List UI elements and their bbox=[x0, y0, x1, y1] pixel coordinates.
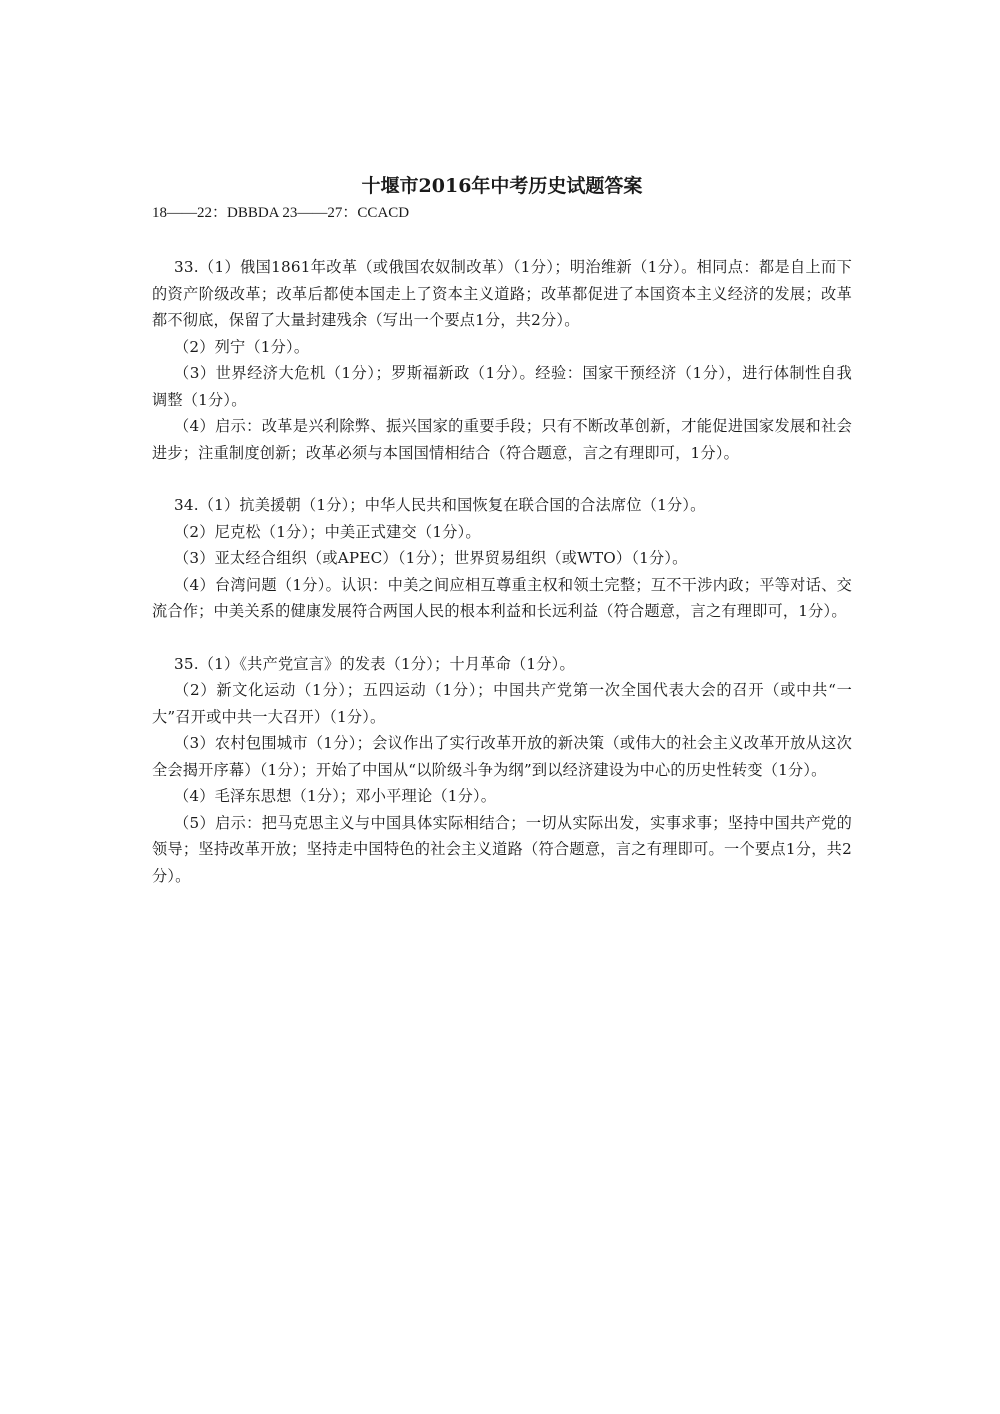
q35-part2: （2）新文化运动（1分）；五四运动（1分）；中国共产党第一次全国代表大会的召开（或中共“一大”召开或中共一大召开）（1分）。 bbox=[152, 681, 852, 726]
question-33 bbox=[152, 254, 852, 466]
q34-part2: （2）尼克松（1分）；中美正式建交（1分）。 bbox=[174, 522, 481, 541]
q33-part4: （4）启示：改革是兴利除弊、振兴国家的重要手段；只有不断改革创新，才能促进国家发展和社会进步；注重制度创新；改革必须与本国国情相结合（符合题意，言之有理即可，1分）。 bbox=[152, 417, 852, 462]
choice-answers: 18——22：DBBDA 23——27：CCACD bbox=[152, 205, 410, 221]
answer-sheet bbox=[152, 172, 852, 889]
page-title: 十堰市2016年中考历史试题答案 bbox=[361, 175, 643, 197]
q33-part1: 33.（1）俄国1861年改革（或俄国农奴制改革）（1分）；明治维新（1分）。相同点：都是自上而下的资产阶级改革；改革后都使本国走上了资本主义道路；改革都促进了本国资本主义经济的发展；改革都不彻底，保留了大量封建残余（写出一个要点1分，共2分）。 bbox=[152, 258, 852, 329]
q35-part3: （3）农村包围城市（1分）；会议作出了实行改革开放的新决策（或伟大的社会主义改革开放从这次全会揭开序幕）（1分）；开始了中国从“以阶级斗争为纲”到以经济建设为中心的历史性转变（1分）。 bbox=[152, 734, 852, 779]
question-34 bbox=[152, 492, 852, 625]
q33-part3: （3）世界经济大危机（1分）；罗斯福新政（1分）。经验：国家干预经济（1分），进行体制性自我调整（1分）。 bbox=[152, 364, 852, 409]
q34-part3: （3）亚太经合组织（或APEC）（1分）；世界贸易组织（或WTO）（1分）。 bbox=[174, 549, 688, 567]
q33-part2: （2）列宁（1分）。 bbox=[174, 337, 310, 356]
q35-part4: （4）毛泽东思想（1分）；邓小平理论（1分）。 bbox=[174, 787, 497, 805]
q35-part1: 35.（1）《共产党宣言》的发表（1分）；十月革命（1分）。 bbox=[174, 654, 575, 673]
q35-part5: （5）启示：把马克思主义与中国具体实际相结合；一切从实际出发，实事求事；坚持中国共产党的领导；坚持改革开放；坚持走中国特色的社会主义道路（符合题意，言之有理即可。一个要点1分，共2分）。 bbox=[152, 813, 852, 885]
question-35 bbox=[152, 651, 852, 890]
q34-part1: 34.（1）抗美援朝（1分）；中华人民共和国恢复在联合国的合法席位（1分）。 bbox=[174, 496, 706, 514]
q34-part4: （4）台湾问题（1分）。认识：中美之间应相互尊重主权和领土完整；互不干涉内政；平等对话、交流合作；中美关系的健康发展符合两国人民的根本利益和长远利益（符合题意，言之有理即可，1分）。 bbox=[152, 575, 852, 620]
